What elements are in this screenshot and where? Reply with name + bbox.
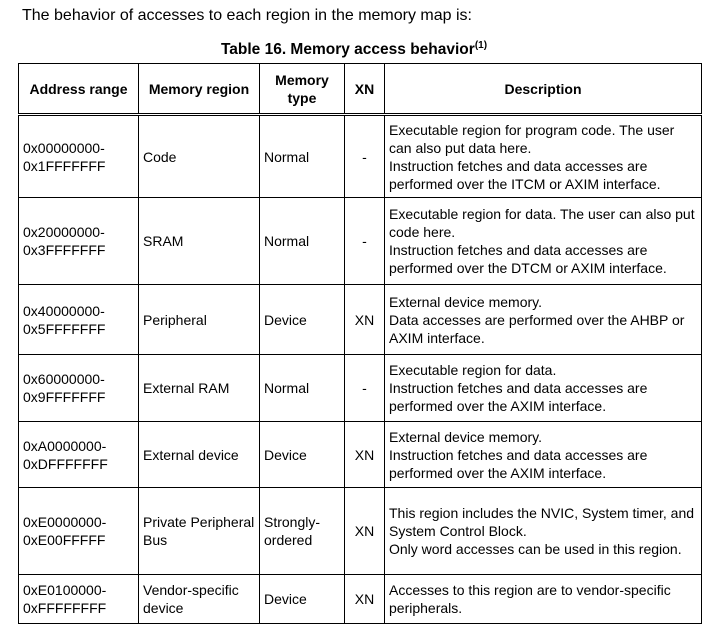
cell-memory-region: Code xyxy=(139,115,260,198)
cell-xn: XN xyxy=(345,422,385,488)
table-row xyxy=(19,488,702,575)
description-paragraph: External device memory. xyxy=(389,428,543,445)
address-end: 0xDFFFFFFF xyxy=(23,455,108,472)
description-paragraph: Accesses to this region are to vendor-specific peripherals. xyxy=(389,582,671,616)
description-paragraph: Instruction fetches and data accesses are performed over the ITCM or AXIM interface. xyxy=(389,157,661,192)
memory-access-table xyxy=(18,63,702,624)
address-start: 0xE0000000- xyxy=(23,514,107,530)
header-memory-type xyxy=(260,64,345,115)
address-end: 0x1FFFFFFF xyxy=(23,157,106,174)
header-memory-type-line2: type xyxy=(287,89,317,106)
table-row xyxy=(19,115,702,198)
header-description: Description xyxy=(385,64,702,115)
table-row xyxy=(19,575,702,624)
description-paragraph: Instruction fetches and data accesses are performed over the AXIM interface. xyxy=(389,380,648,414)
address-start: 0x00000000- xyxy=(23,139,105,156)
caption-title: Table 16. Memory access behavior xyxy=(220,41,475,58)
address-start: 0x40000000- xyxy=(23,302,105,319)
cell-memory-type: Normal xyxy=(260,115,345,198)
cell-xn: XN xyxy=(345,575,385,624)
description-paragraph: Executable region for data. The user can also put code here. xyxy=(389,206,695,240)
cell-description xyxy=(385,355,702,422)
description-paragraph: Executable region for program code. The user can also put data here. xyxy=(389,121,675,156)
address-start: 0x60000000- xyxy=(23,371,105,387)
address-end: 0x5FFFFFFF xyxy=(23,320,106,337)
table-row xyxy=(19,198,702,285)
header-address-range: Address range xyxy=(19,64,139,115)
description-paragraph: Executable region for data. xyxy=(389,362,557,378)
table-caption xyxy=(0,40,708,60)
header-memory-type-line1: Memory xyxy=(275,71,329,88)
cell-address-range xyxy=(19,575,139,624)
description-paragraph: Data accesses are performed over the AHBP or AXIM interface. xyxy=(389,311,685,346)
cell-address-range xyxy=(19,488,139,575)
description-paragraph: This region includes the NVIC, System timer, and System Control Block. xyxy=(389,505,695,539)
cell-memory-type: Device xyxy=(260,575,345,624)
table-row xyxy=(19,355,702,422)
cell-address-range xyxy=(19,115,139,198)
cell-description xyxy=(385,115,702,198)
cell-memory-region: Peripheral xyxy=(139,285,260,355)
cell-memory-region: SRAM xyxy=(139,198,260,285)
cell-address-range xyxy=(19,422,139,488)
intro-text: The behavior of accesses to each region in the memory map is: xyxy=(22,7,472,24)
cell-memory-type: Normal xyxy=(260,198,345,285)
address-end: 0xE00FFFFF xyxy=(23,532,106,548)
cell-xn: XN xyxy=(345,488,385,575)
cell-address-range xyxy=(19,355,139,422)
table-row xyxy=(19,285,702,355)
cell-memory-type: Device xyxy=(260,285,345,355)
cell-description xyxy=(385,422,702,488)
footnote-marker: (1) xyxy=(474,40,488,51)
cell-address-range xyxy=(19,285,139,355)
cell-memory-type: Normal xyxy=(260,355,345,422)
cell-description xyxy=(385,285,702,355)
cell-address-range xyxy=(19,198,139,285)
cell-memory-region: External device xyxy=(139,422,260,488)
address-end: 0x3FFFFFFF xyxy=(23,242,106,258)
cell-xn: - xyxy=(345,198,385,285)
cell-xn: - xyxy=(345,115,385,198)
cell-description xyxy=(385,488,702,575)
address-start: 0x20000000- xyxy=(23,224,105,240)
cell-memory-type: Device xyxy=(260,422,345,488)
address-start: 0xE0100000- xyxy=(23,582,107,598)
address-end: 0xFFFFFFFF xyxy=(23,600,107,616)
cell-xn: - xyxy=(345,355,385,422)
header-memory-region: Memory region xyxy=(139,64,260,115)
cell-memory-type: Strongly-ordered xyxy=(260,488,345,575)
description-paragraph: External device memory. xyxy=(389,293,543,310)
cell-description xyxy=(385,198,702,285)
description-paragraph: Instruction fetches and data accesses are performed over the AXIM interface. xyxy=(389,446,648,481)
address-start: 0xA0000000- xyxy=(23,437,107,454)
description-paragraph: Instruction fetches and data accesses are performed over the DTCM or AXIM interface. xyxy=(389,242,667,276)
description-paragraph: Only word accesses can be used in this region. xyxy=(389,541,682,557)
address-end: 0x9FFFFFFF xyxy=(23,389,106,405)
cell-memory-region: Vendor-specific device xyxy=(139,575,260,624)
header-xn: XN xyxy=(345,64,385,115)
cell-memory-region: Private Peripheral Bus xyxy=(139,488,260,575)
cell-memory-region: External RAM xyxy=(139,355,260,422)
cell-description xyxy=(385,575,702,624)
table-header-row xyxy=(19,64,702,115)
table-body xyxy=(19,115,702,624)
cell-xn: XN xyxy=(345,285,385,355)
table-row xyxy=(19,422,702,488)
